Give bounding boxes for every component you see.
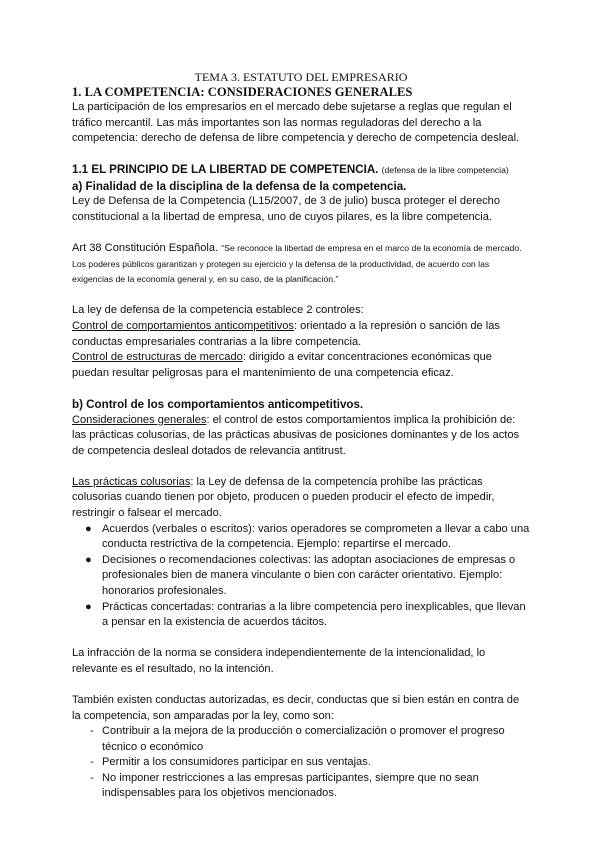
subsection-a-paragraph: Ley de Defensa de la Competencia (L15/2007, de 3 de julio) busca proteger el derecho constitucional a la libertad de empresa, uno de cuyos pilares, es la libre competencia. [72, 195, 501, 224]
section-1-1-title: 1.1 EL PRINCIPIO DE LA LIBERTAD DE COMPETENCIA. [72, 163, 379, 177]
control-2-text: : dirigido a evitar concentraciones económicas que puedan resultar peligrosas para el mantenimiento de una competencia eficaz. [72, 351, 492, 379]
subsection-b-heading: b) Control de los comportamientos anticompetitivos. [72, 397, 364, 411]
practices-paragraph [72, 475, 530, 522]
practices-bullet-list [72, 522, 530, 631]
section-1-1-heading [72, 162, 530, 179]
considerations-text: : el control de estos comportamientos implica la prohibición de: las prácticas colusorias, de las prácticas abusivas de posiciones dominantes y de los actos de competencia desleal dotados de relevancia antitrust. [72, 413, 520, 457]
control-2 [72, 350, 530, 381]
subsection-a-heading: a) Finalidad de la disciplina de la defensa de la competencia. [72, 179, 407, 193]
controls-intro: La ley de defensa de la competencia establece 2 controles: [72, 304, 364, 317]
bullet-item [72, 600, 530, 631]
document-title: TEMA 3. ESTATUTO DEL EMPRESARIO [194, 70, 408, 84]
infraction-paragraph: La infracción de la norma se considera independientemente de la intencionalidad, lo relevante es el resultado, no la intención. [72, 647, 486, 675]
authorized-paragraph: También existen conductas autorizadas, es decir, conductas que si bien están en contra de la competencia, son amparadas por la ley, como son: [72, 693, 520, 722]
dash-icon: - [90, 756, 94, 769]
bullet-text: Prácticas concertadas: contrarias a la libre competencia pero inexplicables, que llevan a pensar en la existencia de acuerdos tácitos. [102, 600, 526, 629]
dash-text: No imponer restricciones a las empresas participantes, siempre que no sean indispensables para los objetivos mencionados. [102, 771, 479, 800]
dash-item [72, 724, 530, 755]
bullet-item [72, 553, 530, 600]
article-38-label: Art 38 Constitución Española. [72, 242, 219, 255]
control-1 [72, 319, 530, 350]
dash-icon: - [90, 725, 94, 738]
document-page [72, 70, 530, 802]
bullet-icon: ● [85, 553, 92, 566]
control-1-text: : orientado a la represión o sanción de las conductas empresariales contrarias a la libre competencia. [72, 320, 500, 348]
bullet-text: Acuerdos (verbales o escritos): varios operadores se comprometen a llevar a cabo una conducta restrictiva de la competencia. Ejemplo: repartirse el mercado. [102, 522, 530, 551]
bullet-icon: ● [85, 600, 92, 613]
section-1-heading: 1. LA COMPETENCIA: CONSIDERACIONES GENERALES [72, 85, 413, 99]
section-1-intro: La participación de los empresarios en el mercado debe sujetarse a reglas que regulan el tráfico mercantil. Las más importantes son las normas reguladoras del derecho a la competencia: derecho de defensa de libre competencia y derecho de competencia desleal. [72, 101, 520, 145]
article-38-quote: “Se reconoce la libertad de empresa en el marco de la economía de mercado. Los poderes públicos garantizan y protegen su ejercicio y la defensa de la productividad, de acuerdo con las exigencias de la economía general y, en su caso, de la planificación.” [72, 243, 522, 285]
bullet-icon: ● [85, 522, 92, 535]
dash-item [72, 771, 530, 802]
practices-label: Las prácticas colusorias [72, 475, 191, 488]
article-38-block [72, 241, 530, 288]
dash-item [72, 755, 530, 771]
considerations-paragraph [72, 413, 530, 460]
authorized-dash-list [72, 724, 530, 802]
bullet-item [72, 522, 530, 553]
control-1-label: Control de comportamientos anticompetitivos [72, 320, 294, 333]
considerations-label: Consideraciones generales [72, 413, 207, 426]
practices-text: : la Ley de defensa de la competencia prohíbe las prácticas colusorias cuando tienen por objeto, producen o pueden producir el efecto de impedir, restringir o falsear el mercado. [72, 475, 495, 519]
bullet-text: Decisiones o recomendaciones colectivas: las adoptan asociaciones de empresas o profesionales bien de manera vinculante o bien con carácter orientativo. Ejemplo: honorarios profesionales. [102, 553, 516, 597]
dash-icon: - [90, 771, 94, 784]
dash-text: Permitir a los consumidores participar en sus ventajas. [102, 756, 371, 769]
section-1-1-note: (defensa de la libre competencia) [381, 165, 509, 176]
dash-text: Contribuir a la mejora de la producción o comercialización o promover el progreso técnico o económico [102, 725, 505, 753]
control-2-label: Control de estructuras de mercado [72, 351, 243, 364]
